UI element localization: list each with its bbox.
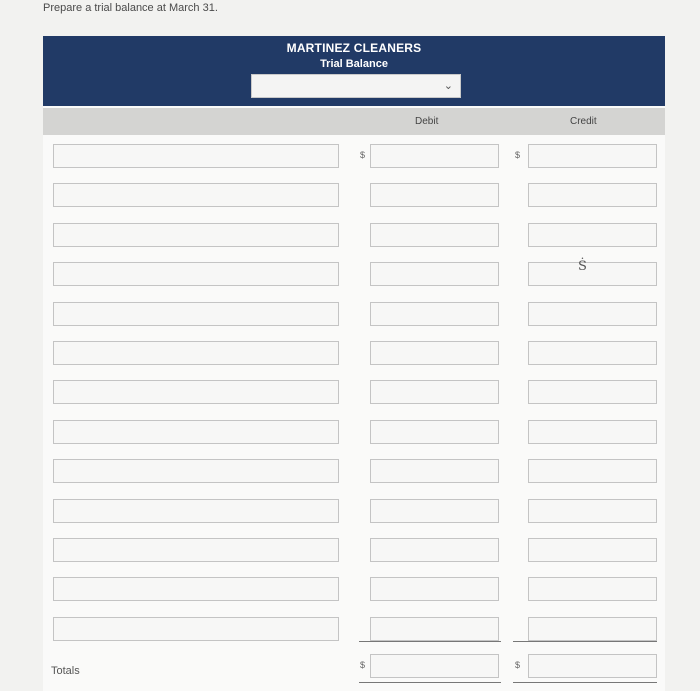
debit-input[interactable] <box>370 459 499 483</box>
chevron-down-icon: ⌄ <box>443 80 453 92</box>
trial-balance-row <box>43 144 665 170</box>
account-title-select[interactable] <box>53 302 339 326</box>
credit-input[interactable] <box>528 617 657 641</box>
trial-balance-row <box>43 420 665 446</box>
credit-input[interactable] <box>528 223 657 247</box>
credit-input[interactable] <box>528 302 657 326</box>
debit-input[interactable] <box>370 341 499 365</box>
account-title-select[interactable] <box>53 341 339 365</box>
totals-debit-dollar-sign: $ <box>360 660 366 670</box>
credit-input[interactable] <box>528 538 657 562</box>
debit-input[interactable] <box>370 183 499 207</box>
totals-credit-double-underline <box>513 682 657 683</box>
credit-input[interactable] <box>528 459 657 483</box>
account-title-select[interactable] <box>53 262 339 286</box>
debit-input[interactable] <box>370 617 499 641</box>
trial-balance-row <box>43 341 665 367</box>
debit-input[interactable] <box>370 223 499 247</box>
account-title-select[interactable] <box>53 223 339 247</box>
trial-balance-row <box>43 380 665 406</box>
trial-balance-row <box>43 617 665 643</box>
debit-input[interactable] <box>370 144 499 168</box>
trial-balance-form <box>43 36 665 691</box>
account-title-select[interactable] <box>53 183 339 207</box>
totals-debit-double-underline <box>359 682 501 683</box>
trial-balance-row <box>43 183 665 209</box>
credit-input[interactable] <box>528 420 657 444</box>
debit-input[interactable] <box>370 262 499 286</box>
debit-input[interactable] <box>370 380 499 404</box>
debit-dollar-sign: $ <box>360 150 366 160</box>
trial-balance-row <box>43 302 665 328</box>
totals-credit-input[interactable] <box>528 654 657 678</box>
statement-title: Trial Balance <box>320 58 388 70</box>
credit-input[interactable] <box>528 144 657 168</box>
trial-balance-row <box>43 538 665 564</box>
trial-balance-row <box>43 223 665 249</box>
column-header-row <box>43 108 665 135</box>
account-title-select[interactable] <box>53 380 339 404</box>
company-name: MARTINEZ CLEANERS <box>286 41 422 55</box>
totals-credit-dollar-sign: $ <box>515 660 521 670</box>
credit-input[interactable] <box>528 577 657 601</box>
account-title-select[interactable] <box>53 144 339 168</box>
debit-sum-line <box>359 641 501 642</box>
totals-row <box>43 654 665 680</box>
debit-input[interactable] <box>370 499 499 523</box>
debit-input[interactable] <box>370 420 499 444</box>
debit-column-header: Debit <box>415 116 439 127</box>
trial-balance-row <box>43 459 665 485</box>
trial-balance-row <box>43 262 665 288</box>
instruction-text: Prepare a trial balance at March 31. <box>43 2 218 14</box>
debit-input[interactable] <box>370 302 499 326</box>
trial-balance-row <box>43 499 665 525</box>
account-title-select[interactable] <box>53 538 339 562</box>
account-title-select[interactable] <box>53 617 339 641</box>
debit-input[interactable] <box>370 577 499 601</box>
totals-debit-input[interactable] <box>370 654 499 678</box>
credit-input[interactable] <box>528 499 657 523</box>
date-dropdown[interactable] <box>251 74 461 98</box>
account-title-select[interactable] <box>53 499 339 523</box>
credit-sum-line <box>513 641 657 642</box>
credit-dollar-sign: $ <box>515 150 521 160</box>
text-cursor-icon: Ṡ <box>578 259 587 274</box>
trial-balance-row <box>43 577 665 603</box>
debit-input[interactable] <box>370 538 499 562</box>
account-title-select[interactable] <box>53 459 339 483</box>
credit-column-header: Credit <box>570 116 597 127</box>
account-title-select[interactable] <box>53 577 339 601</box>
totals-label: Totals <box>51 665 80 677</box>
credit-input[interactable] <box>528 341 657 365</box>
statement-header <box>43 36 665 106</box>
account-title-select[interactable] <box>53 420 339 444</box>
credit-input[interactable] <box>528 262 657 286</box>
credit-input[interactable] <box>528 183 657 207</box>
credit-input[interactable] <box>528 380 657 404</box>
